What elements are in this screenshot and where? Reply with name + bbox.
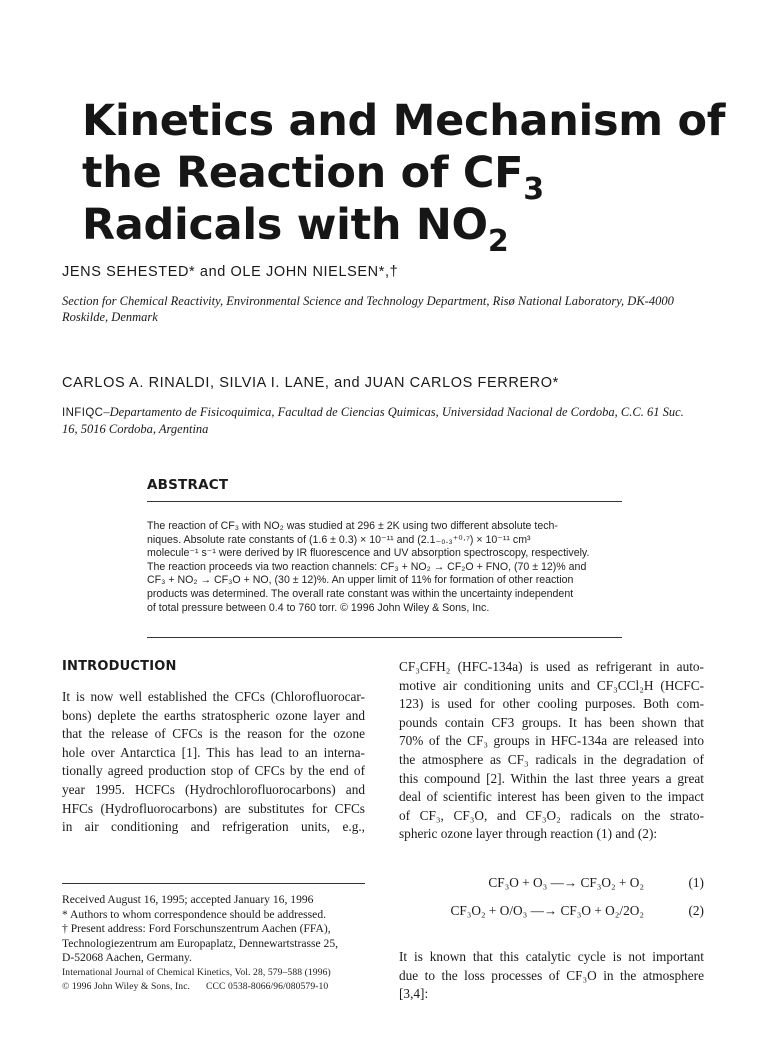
equation-1-number: (1) xyxy=(688,875,704,890)
equation-1-text: CF₃O + O₃ —→ CF₃O₂ + O₂ xyxy=(488,875,644,890)
paragraph-line: [3,4]: xyxy=(399,986,429,1002)
title-line-2-text: the Reaction of CF xyxy=(82,148,524,198)
paragraph-line: that the release of CFCs is the reason for the ozone xyxy=(62,726,365,742)
affiliation-2-line-2: 16, 5016 Cordoba, Argentina xyxy=(62,422,209,436)
title-line-1: Kinetics and Mechanism of xyxy=(82,96,726,146)
intro-right-column xyxy=(399,658,704,844)
present-address-line: † Present address: Ford Forschunszentrum Aachen (FFA), xyxy=(62,922,331,935)
introduction-heading: INTRODUCTION xyxy=(62,659,177,674)
paragraph-line: this compound [2]. Within the last three years a great xyxy=(399,770,704,786)
affiliation-2-line-1 xyxy=(62,404,692,421)
affiliation-2-line-1-rest: –Departamento de Fisicoquimica, Facultad de Ciencias Quimicas, Universidad Nacional de Cordoba, C.C. 61 Suc. xyxy=(103,405,684,419)
paragraph-line: 123) is used for other cooling purposes. Both com- xyxy=(399,696,704,712)
paragraph-line: deal of scientific interest has been given to the impact xyxy=(399,789,704,805)
ccc-code: CCC 0538-8066/96/080579-10 xyxy=(206,981,329,992)
equation-1 xyxy=(399,875,704,893)
copyright-text: © 1996 John Wiley & Sons, Inc. xyxy=(62,981,191,992)
paragraph-line: motive air conditioning units and CF₃CCl₂H (HCFC- xyxy=(399,677,704,693)
title-line-3 xyxy=(82,200,722,259)
intro-right-column-continued xyxy=(399,948,704,1004)
equation-2-number: (2) xyxy=(688,903,704,918)
title-line-3-subscript: 2 xyxy=(487,224,509,259)
affiliation-1-line-2: Roskilde, Denmark xyxy=(62,310,158,324)
paragraph-line: It is now well established the CFCs (Chlorofluorocar- xyxy=(62,689,365,704)
paragraph-line: tionally agreed production stop of CFCs by the end of xyxy=(62,763,365,779)
abstract-line: products was determined. The overall rate constant was within the uncertainty independent xyxy=(147,587,574,600)
title-line-3-text: Radicals with NO xyxy=(82,200,488,250)
affiliation-2 xyxy=(62,404,692,437)
abstract-body xyxy=(147,520,622,615)
affiliation-1-line-1: Section for Chemical Reactivity, Environmental Science and Technology Department, Risø National Laboratory, DK-4000 xyxy=(62,294,674,308)
paragraph-line: the atmosphere as CF₃ radicals in the degradation of xyxy=(399,751,704,767)
affiliation-1 xyxy=(62,293,692,325)
abstract-heading: ABSTRACT xyxy=(147,477,229,493)
paragraph-line: CF₃CFH₂ (HFC-134a) is used as refrigerant in auto- xyxy=(399,659,704,674)
abstract-line: CF₃ + NO₂ → CF₃O + NO, (30 ± 12)%. An upper limit of 11% for formation of other reaction xyxy=(147,574,574,587)
correspondence-note: * Authors to whom correspondence should be addressed. xyxy=(62,907,327,921)
abstract-line: of total pressure between 0.4 to 760 torr. © 1996 John Wiley & Sons, Inc. xyxy=(147,601,490,614)
title-line-2-subscript: 3 xyxy=(523,172,544,207)
footnote-rule xyxy=(62,883,365,884)
paragraph-line: spheric ozone layer through reaction (1) and (2): xyxy=(399,826,658,842)
paragraph-line: year 1995. HCFCs (Hydrochlorofluorocarbons) and xyxy=(62,781,365,797)
abstract-line: The reaction of CF₃ with NO₂ was studied at 296 ± 2K using two different absolute tech- xyxy=(147,520,558,532)
abstract-line: niques. Absolute rate constants of (1.6 ± 0.3) × 10⁻¹¹ and (2.1₋₀.₃⁺⁰·⁷) × 10⁻¹¹ cm³ xyxy=(147,533,531,546)
author-names-2: CARLOS A. RINALDI, SILVIA I. LANE, and JUAN CARLOS FERRERO* xyxy=(62,375,559,391)
abstract-line: molecule⁻¹ s⁻¹ were derived by IR fluorescence and UV absorption spectroscopy, respectively. xyxy=(147,547,590,560)
paragraph-line: of CF₃, CF₃O, and CF₃O₂ radicals on the strato- xyxy=(399,807,704,823)
abstract-top-rule xyxy=(147,501,622,502)
paragraph-line: in air conditioning and refrigeration units, e.g., xyxy=(62,819,365,835)
received-date: Received August 16, 1995; accepted January 16, 1996 xyxy=(62,893,314,906)
paragraph-line: It is known that this catalytic cycle is not important xyxy=(399,949,704,964)
equation-2-text: CF₃O₂ + O/O₃ —→ CF₃O + O₂/2O₂ xyxy=(450,903,644,918)
present-address-line: D-52068 Aachen, Germany. xyxy=(62,951,192,964)
paragraph-line: due to the loss processes of CF₃O in the atmosphere xyxy=(399,967,704,983)
paragraph-line: hole over Antarctica [1]. This has lead to an interna- xyxy=(62,744,365,760)
abstract-line: The reaction proceeds via two reaction channels: CF₃ + NO₂ → CF₂O + FNO, (70 ± 12)% and xyxy=(147,560,587,573)
intro-left-column xyxy=(62,688,365,837)
footnotes xyxy=(62,893,365,995)
abstract-bottom-rule xyxy=(147,637,622,638)
paragraph-line: pounds contain CF3 groups. It has been shown that xyxy=(399,714,704,730)
copyright-line xyxy=(62,980,365,995)
article-title xyxy=(82,96,726,259)
paragraph-line: 70% of the CF₃ groups in HFC-134a are released into xyxy=(399,733,704,749)
affiliation-2-code: INFIQC xyxy=(62,407,104,419)
present-address-line: Technologiezentrum am Europaplatz, Dennewartstrasse 25, xyxy=(62,936,339,950)
journal-citation: International Journal of Chemical Kinetics, Vol. 28, 579–588 (1996) xyxy=(62,966,331,978)
paragraph-line: HFCs (Hydrofluorocarbons) are substitutes for CFCs xyxy=(62,800,365,816)
title-line-2 xyxy=(82,148,722,207)
author-names-1: JENS SEHESTED* and OLE JOHN NIELSEN*,† xyxy=(62,264,399,280)
equation-2 xyxy=(399,903,704,921)
paragraph-line: bons) deplete the earths stratospheric ozone layer and xyxy=(62,707,365,723)
